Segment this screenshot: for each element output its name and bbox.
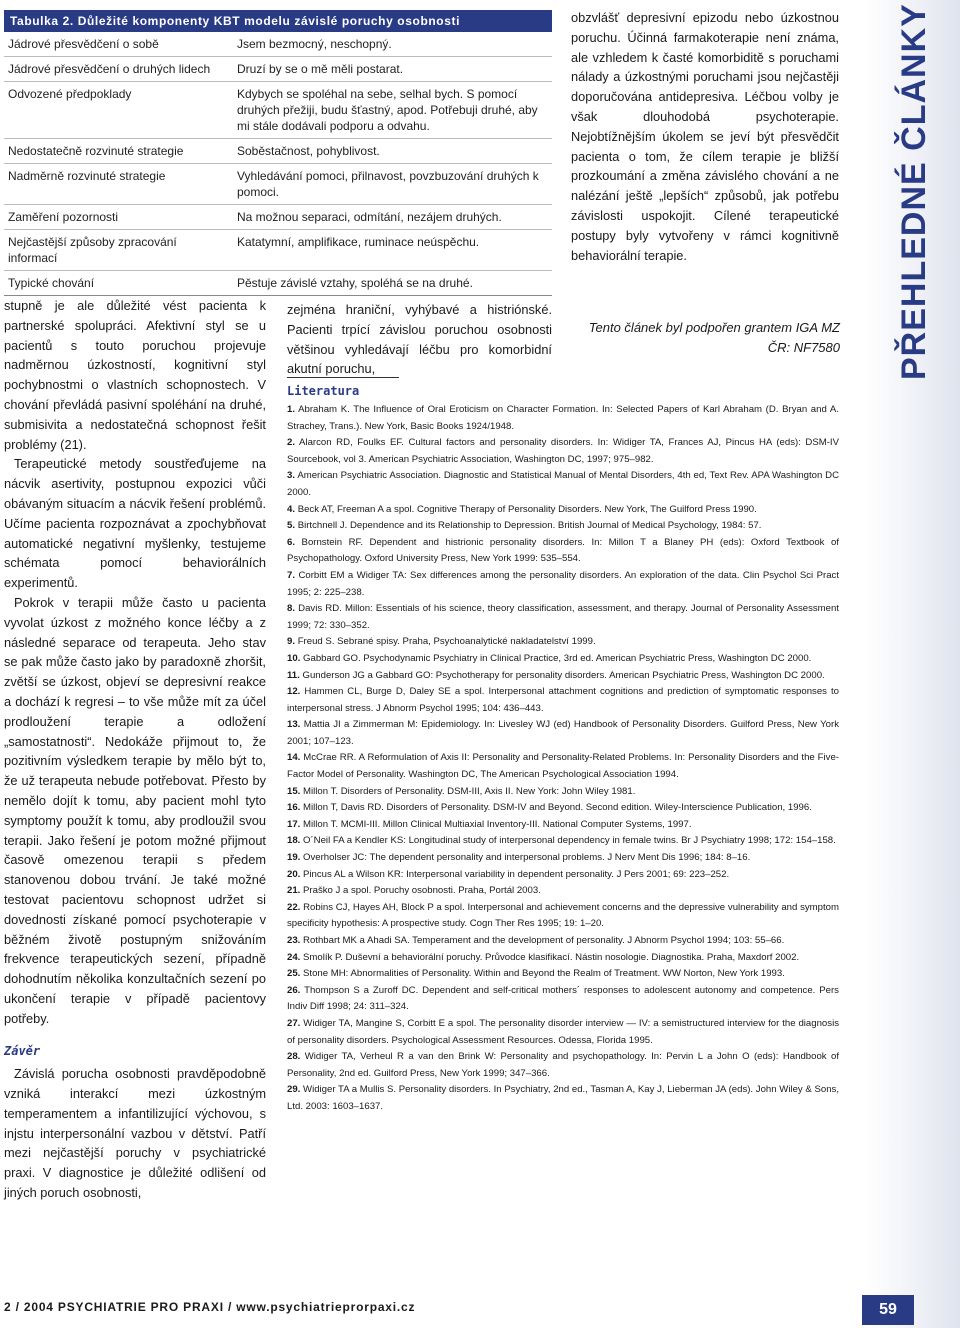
reference-item: 3. American Psychiatric Association. Diagnostic and Statistical Manual of Mental Disorders, 4th ed, Text Rev. APA Washington DC 2000. (287, 470, 839, 498)
table-row-label: Jádrové přesvědčení o sobě (8, 37, 159, 51)
table-row-label: Jádrové přesvědčení o druhých lidech (8, 62, 211, 76)
table-row-text: Druzí by se o mě měli postarat. (237, 62, 404, 76)
reference-item: 4. Beck AT, Freeman A a spol. Cognitive Therapy of Personality Disorders. New York, The Guilford Press 1990. (287, 503, 757, 515)
table-row-label: Odvozené předpoklady (8, 87, 132, 101)
reference-item: 14. McCrae RR. A Reformulation of Axis II: Personality and Personality-Related Problems. In: Personality Disorders and the Five-Factor Model of Personality. Washington DC, The American Psychological Association 1994. (287, 752, 839, 781)
grant-line: Tento článek byl podpořen grantem IGA MZ (588, 320, 840, 335)
reference-item: 7. Corbitt EM a Widiger TA: Sex differences among the personality disorders. An exploration of the data. Clin Psychol Sci Pract 1995; 2: 225–238. (287, 569, 839, 598)
table-row (4, 82, 552, 139)
grant-line: ČR: NF7580 (767, 340, 840, 355)
table-row-text: Soběstačnost, pohyblivost. (237, 144, 380, 158)
section-label: PŘEHLEDNÉ ČLÁNKY (895, 3, 933, 380)
reference-item: 29. Widiger TA a Mullis S. Personality disorders. In Psychiatry, 2nd ed., Tasman A, Kay J, Lieberman JA (eds). John Wiley & Sons, Ltd. 2003: 1603–1637. (287, 1084, 840, 1112)
body-column-2 (287, 300, 552, 379)
table-row (4, 164, 552, 205)
reference-item: 28. Widiger TA, Verheul R a van den Brink W: Personality and psychopathology. In: Pervin L a John O (eds): Handbook of Personality, 2nd ed. Guilford Press, New York 1999; 347–366. (287, 1051, 839, 1079)
table-row (4, 139, 552, 164)
paragraph: Závislá porucha osobnosti pravděpodobně vzniká interakcí mezi úzkostným temperamentem a infantilizující výchovou, s injstu interpersonální vazbou v dětství. Patří mezi nejčastější poruchy v psychiatrické praxi. V diagnostice je důležité odlišení od jiných poruch osobnosti, (4, 1066, 266, 1201)
table-row-label: Typické chování (8, 276, 95, 290)
paragraph: Terapeutické metody soustřeďujeme na nácvik asertivity, postupnou expozici vůči obávaným situacím a nácvik řešení problémů. Učíme pacienta rozpoznávat a zpochybňovat automatické negativní myšlenky, testujeme schémata pomocí behaviorálních experimentů. (4, 456, 266, 591)
grant-note (572, 318, 840, 358)
page-number: 59 (862, 1295, 914, 1325)
table-row (4, 205, 552, 230)
table-row-text: Pěstuje závislé vztahy, spoléhá se na druhé. (237, 276, 473, 290)
reference-item: 6. Bornstein RF. Dependent and histrionic personality disorders. In: Millon T a Blaney PH (eds): Oxford Textbook of Psychopathology. Oxford University Press, New York 1999: 535–554. (287, 536, 839, 565)
reference-list (287, 402, 839, 1116)
reference-item: 2. Alarcon RD, Foulks EF. Cultural factors and personality disorders. In: Widiger TA, Frances AJ, Pincus HA (eds): DSM-IV Sourcebook, vol 3. American Psychiatric Association, Washington DC, 1997; 975–982. (287, 437, 839, 465)
reference-item: 26. Thompson S a Zuroff DC. Dependent and self-critical mothers´ responses to adolescent autonomy and competence. Pers Indiv Diff 1998; 24: 311–324. (287, 984, 839, 1013)
body-column-3 (571, 8, 839, 265)
reference-item: 19. Overholser JC: The dependent personality and interpersonal problems. J Nerv Ment Dis 1996; 184: 8–16. (287, 852, 751, 864)
table-row-label: Nejčastější způsoby zpracování informací (8, 235, 177, 265)
reference-item: 8. Davis RD. Millon: Essentials of his science, theory classification, assessment, and therapy. Journal of Personality Assessment 1999; 72: 330–352. (287, 603, 839, 631)
footer: 2 / 2004 PSYCHIATRIE PRO PRAXI / www.psychiatrieprorpaxi.cz (4, 1300, 416, 1314)
literature-heading: Literatura (287, 384, 360, 398)
reference-item: 25. Stone MH: Abnormalities of Personality. Within and Beyond the Realm of Treatment. WW Norton, New York 1993. (287, 968, 785, 980)
reference-item: 11. Gunderson JG a Gabbard GO: Psychotherapy for personality disorders. American Psychiatric Press, Washington DC 2000. (287, 669, 825, 681)
reference-item: 13. Mattia JI a Zimmerman M: Epidemiology. In: Livesley WJ (ed) Handbook of Personality Disorders. Guilford Press, New York 2001; 107–123. (287, 719, 839, 747)
reference-item: 1. Abraham K. The Influence of Oral Eroticism on Character Formation. In: Selected Papers of Karl Abraham (D. Bryan and A. Strachey, Trans.). New York, Basic Books 1924/1948. (287, 404, 839, 432)
table-row-text: Katatymní, amplifikace, ruminace neúspěchu. (237, 235, 480, 249)
table-row-label: Nedostatečně rozvinuté strategie (8, 144, 184, 158)
table-row-text: Vyhledávání pomoci, přilnavost, povzbuzování druhých k pomoci. (237, 169, 539, 199)
reference-item: 15. Millon T. Disorders of Personality. DSM-III, Axis II. New York: John Wiley 1981. (287, 785, 636, 797)
table-row-text: Na možnou separaci, odmítání, nezájem druhých. (237, 210, 502, 224)
paragraph: zejména hraniční, vyhýbavé a histriónské. Pacienti trpící závislou poruchou osobnosti většinou vyhledávají léčbu pro komorbidní akutní poruchu, (287, 302, 552, 377)
table-row-text: Jsem bezmocný, neschopný. (237, 37, 392, 51)
reference-item: 5. Birtchnell J. Dependence and its Relationship to Depression. British Journal of Medical Psychology, 1984: 57. (287, 520, 762, 532)
reference-item: 18. O´Neil FA a Kendler KS: Longitudinal study of interpersonal dependency in female twins. Br J Psychiatry 1998; 172: 154–158. (287, 835, 836, 847)
reference-item: 17. Millon T. MCMI-III. Millon Clinical Multiaxial Inventory-III. National Computer Systems, 1997. (287, 818, 692, 830)
table-row-text: Kdybych se spoléhal na sebe, selhal bych. S pomocí druhých přežiji, budu šťastný, apod. Potřebuji druhé, aby mi stále dodávali podporu a odvahu. (237, 87, 538, 133)
section-heading-conclusion: Závěr (4, 1044, 41, 1059)
reference-item: 9. Freud S. Sebrané spisy. Praha, Psychoanalytické nakladatelství 1999. (287, 636, 596, 648)
table-title: Tabulka 2. Důležité komponenty KBT modelu závislé poruchy osobnosti (4, 10, 552, 32)
table-2 (4, 10, 552, 296)
reference-item: 16. Millon T, Davis RD. Disorders of Personality. DSM-IV and Beyond. Second edition. Wiley-Interscience Publication, 1996. (287, 802, 812, 814)
paragraph: obzvlášť depresivní epizodu nebo úzkostnou poruchu. Účinná farmakoterapie není známa, ale vzhledem k časté komorbiditě s poruchami nálady a úzkostnými poruchami jsou nejčastěji doporučována antidepresiva. Léčbou volby je však dlouhodobá psychoterapie. Nejobtížnějším úkolem se jeví být přesvědčit pacienta o tom, že cílem terapie je bližší prozkoumání a změna závislého chování a ne nalézání ještě „lepších“ způsobů, jak potřebu závislosti uspokojit. Cílené terapeutické postupy byly vytvořeny v rámci kognitivně behaviorální terapie. (571, 10, 839, 263)
reference-item: 24. Smolík P. Duševní a behaviorální poruchy. Průvodce klasifikací. Nástin nosologie. Diagnostika. Praha, Maxdorf 2002. (287, 951, 800, 963)
reference-item: 21. Praško J a spol. Poruchy osobnosti. Praha, Portál 2003. (287, 885, 541, 897)
body-column-1 (4, 296, 266, 1203)
table-row-label: Nadměrně rozvinuté strategie (8, 169, 166, 183)
reference-item: 22. Robins CJ, Hayes AH, Block P a spol. Interpersonal and achievement concerns and the depressive vulnerability and symptom specificity hypothesis: A prospective study. Cogn Ther Res 1995; 19: 1–20. (287, 901, 840, 930)
table-row (4, 32, 552, 57)
paragraph: Pokrok v terapii může často u pacienta vyvolat úzkost z možného konce léčby a z následné separace od terapeuta. Jeho stav se pak může často jako by paradoxně zhoršit, zvětší se úzkost, objeví se depresivní reakce a dochází k regresi – to vše může mít za účel prodloužení terapie a odložení „samostatnosti“. Nedokáže přijmout to, že pozitivním výsledkem terapie by mělo být to, že už terapeuta nebude potřebovat. Přesto by nemělo dojít k tomu, aby pacient mohl tyto symptomy použít k tomu, aby prodloužil svou terapii. Jako řešení je potom možné přijmout časově omezenou terapii s předem stanovenou dobou trvání. Je také možné testovat pacientovu schopnost udržet si dovednosti získané pomocí psychoterapie v běžném životě postupným snižováním frekvence terapeutických sezení, případně dohodnutím několika konzultačních sezení po ukončení terapie v případě pacientovy potřeby. (4, 594, 266, 1026)
reference-item: 12. Hammen CL, Burge D, Daley SE a spol. Interpersonal attachment cognitions and prediction of symptomatic responses to interpersonal stress. J Abnorm Psychol 1995; 104: 436–443. (287, 686, 839, 714)
paragraph: stupně je ale důležité vést pacienta k partnerské spolupráci. Afektivní styl se u pacientů s touto poruchou projevuje nadměrnou úzkostností, kognitivní styl pochybnostmi o vlastních schopnostech. V chování převládá pasivní spoléhání na druhé, submisivita a nedostatečná schopnost řešit problémy (21). (4, 298, 266, 452)
table-row (4, 271, 552, 296)
table-row (4, 230, 552, 271)
reference-item: 20. Pincus AL a Wilson KR: Interpersonal variability in dependent personality. J Pers 2001; 69: 223–252. (287, 868, 730, 880)
table-row (4, 57, 552, 82)
reference-item: 10. Gabbard GO. Psychodynamic Psychiatry in Clinical Practice, 3rd ed. American Psychiatric Press, Washington DC 2000. (287, 652, 812, 664)
divider (287, 377, 399, 378)
table-row-label: Zaměření pozornosti (8, 210, 119, 224)
reference-item: 23. Rothbart MK a Ahadi SA. Temperament and the development of personality. J Abnorm Psychol 1994; 103: 55–66. (287, 935, 785, 946)
reference-item: 27. Widiger TA, Mangine S, Corbitt E a spol. The personality disorder interview — IV: a semistructured interview for the diagnosis of personality disorders. Psychological Assessment Resources. Odessa, Florida 1995. (287, 1017, 839, 1046)
